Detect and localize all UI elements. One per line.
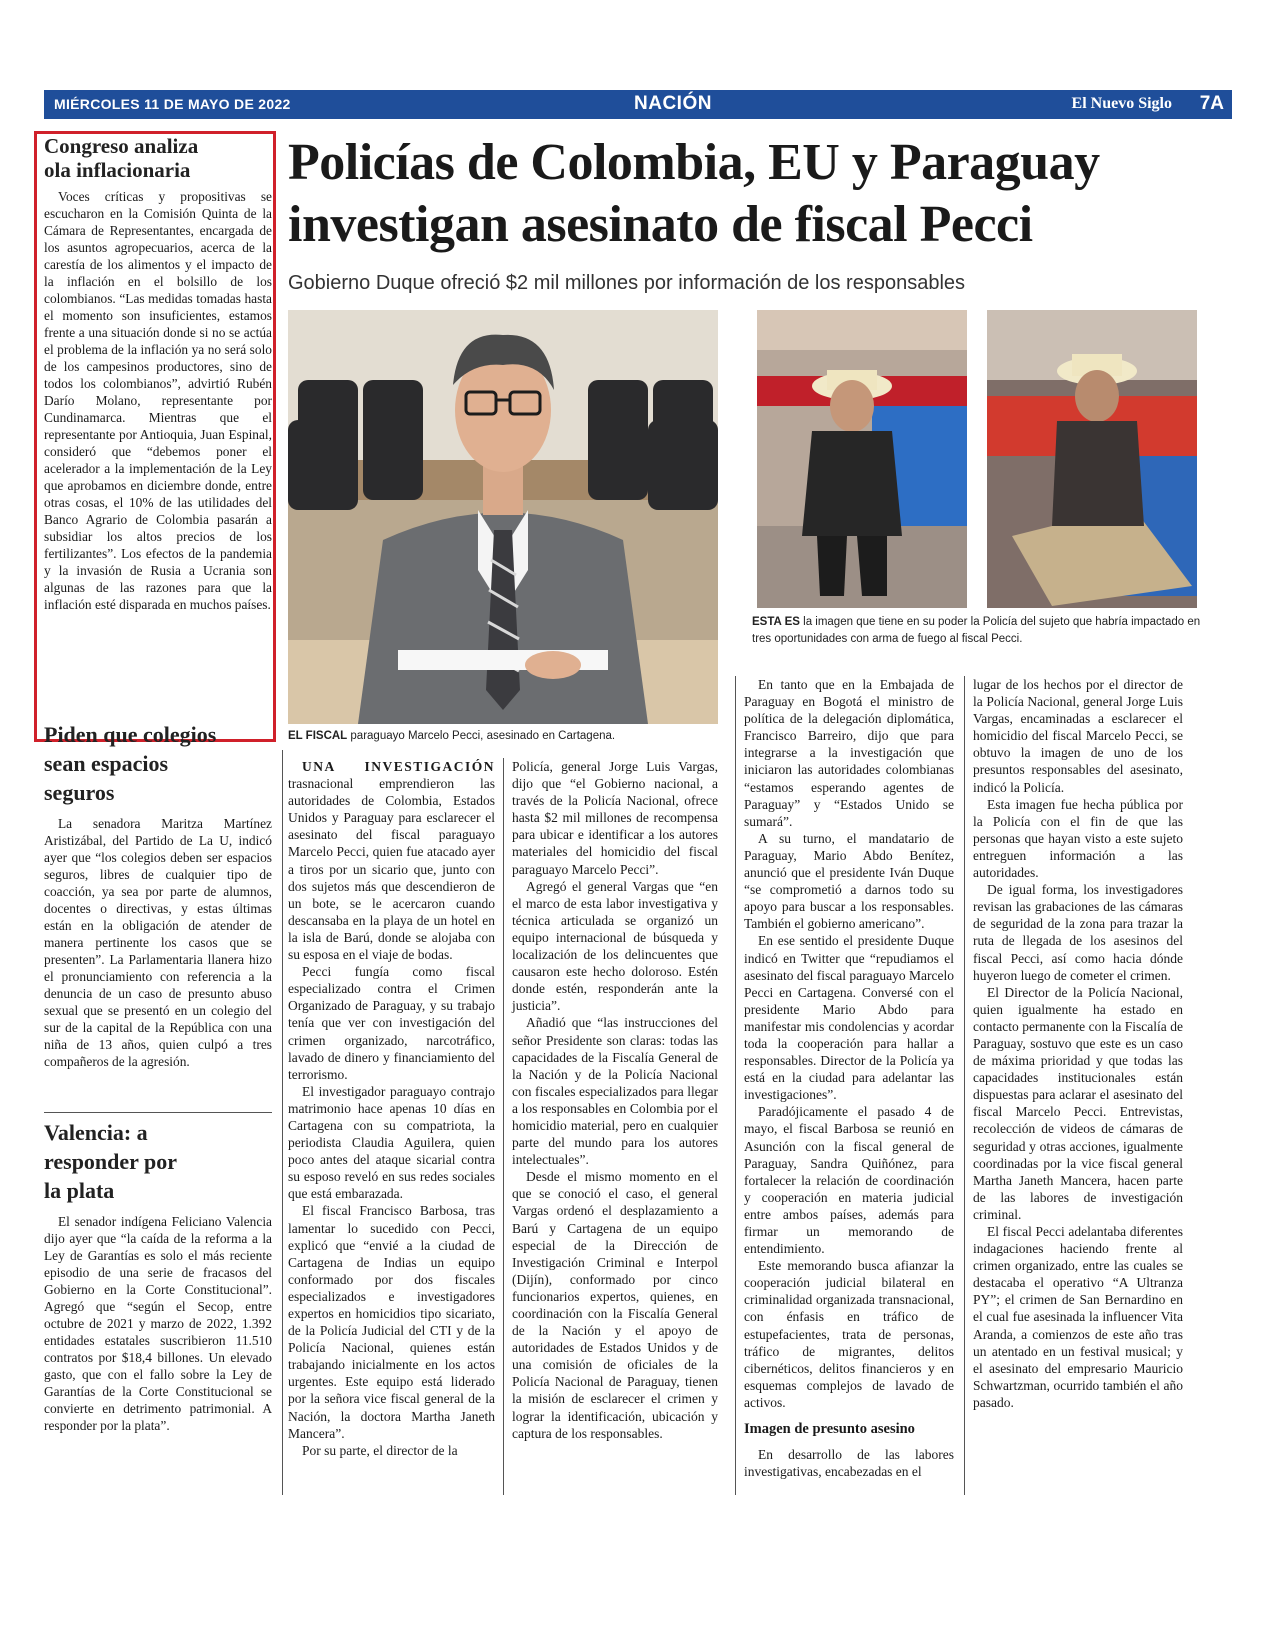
caption-lead: EL FISCAL bbox=[288, 730, 348, 742]
sidebar-story-inflation bbox=[44, 134, 272, 613]
column-divider bbox=[735, 676, 736, 1495]
article-column-2 bbox=[512, 758, 718, 1442]
column-divider bbox=[282, 750, 283, 1495]
caption-text: la imagen que tiene en su poder la Policía del sujeto que habría impactado en tres oportunidades con arma de fuego al fiscal Pecci. bbox=[752, 616, 1201, 645]
paragraph: El Director de la Policía Nacional, quien igualmente ha estado en contacto permanente con la Fiscalía de Paraguay, sostuvo que este es un caso de máxima prioridad y que todas las capacidades institucionales están dispuestas para aclarar el asesinato del fiscal Marcelo Pecci. Entrevistas, recolección de videos de cámaras de seguridad y otras acciones, igualmente coordinadas por la vice fiscal general Martha Janeth Mancera, hacen parte de las labores de investigación criminal. bbox=[973, 984, 1183, 1222]
paragraph: lugar de los hechos por el director de la Policía Nacional, general Jorge Luis Vargas, encaminadas a esclarecer el homicidio del fiscal Marcelo Pecci, se obtuvo la imagen de uno de los presuntos responsables del asesinato, indicó la Policía. bbox=[973, 677, 1183, 795]
article-column-1 bbox=[288, 758, 495, 1459]
paragraph: Paradójicamente el pasado 4 de mayo, el fiscal Barbosa se reunió en Asunción con la fiscal general de Paraguay, Sandra Quiñónez, para fortalecer la relación de coordinación y cooperación en materia judicial entre ambos países, además para firmar un memorando de entendimiento. bbox=[744, 1104, 954, 1257]
section-subheading: Imagen de presunto asesino bbox=[744, 1421, 915, 1438]
column-divider bbox=[964, 676, 965, 1495]
paragraph: Agregó el general Vargas que “en el marco de esta labor investigativa y técnica articulada se organizó un equipo internacional de búsqueda y localización de los delincuentes que causaron este hecho doloroso. Estén donde estén, responderán ante la justicia”. bbox=[512, 878, 718, 1014]
paragraph: Desde el mismo momento en el que se conoció el caso, el general Vargas ordenó el desplazamiento a Barú y Cartagena de un equipo especial de la Dirección de Investigación Criminal e Interpol (Dijín), conformado por cinco funcionarios expertos, quienes, en coordinación con la Fiscalía General de la Nación y el apoyo de autoridades de Estados Unidos y de una comisión de oficiales de la Policía Nacional de Paraguay, tienen la misión de esclarecer el crimen y lograr la identificación, ubicación y captura de los responsables. bbox=[512, 1169, 718, 1441]
issue-date: MIÉRCOLES 11 DE MAYO DE 2022 bbox=[54, 96, 291, 112]
paragraph: Añadió que “las instrucciones del señor Presidente son claras: todas las capacidades de la Fiscalía General de la Nación y de la Policía Nacional con fiscales especializados para llegar a los responsables en Colombia por el homicidio material, pero en cualquier parte del mundo para los autores intelectuales”. bbox=[512, 1015, 718, 1168]
page-header-bar bbox=[44, 90, 1232, 119]
photo1-caption bbox=[288, 728, 728, 745]
paragraph: A su turno, el mandatario de Paraguay, Mario Abdo Benítez, anunció que el presidente Iván Duque “se comprometió a darnos todo su apoyo para buscar a los responsables. También el gobierno americano”. bbox=[744, 830, 954, 932]
paragraph: En desarrollo de las labores investigativas, encabezadas en el bbox=[744, 1447, 954, 1480]
newspaper-name: El Nuevo Siglo bbox=[1071, 95, 1172, 112]
paragraph: Por su parte, el director de la bbox=[302, 1442, 458, 1458]
sidebar-story-valencia bbox=[44, 1118, 272, 1434]
paragraph: De igual forma, los investigadores revisan las grabaciones de las cámaras de seguridad de la zona para trazar la ruta de llegada de los asesinos del fiscal Pecci, así como hacia dónde huyeron luego de cometer el crimen. bbox=[973, 882, 1183, 983]
prosecutor-photo bbox=[288, 310, 718, 724]
story-title: Piden que colegios sean espacios seguros bbox=[44, 722, 217, 805]
divider bbox=[44, 1112, 272, 1113]
story-title: Congreso analiza ola inflacionaria bbox=[44, 134, 199, 182]
paragraph: Esta imagen fue hecha pública por la Policía con el fin de que las personas que hayan visto a este sujeto entreguen información a las autoridades. bbox=[973, 796, 1183, 881]
paragraph: En tanto que en la Embajada de Paraguay en Bogotá el ministro de política de la delegación diplomática, Francisco Barreiro, dijo que para integrarse a la investigación que iniciaron las autoridades colombianas “estamos esperando agentes de Paraguay” y “Estados Unido se sumará”. bbox=[744, 677, 954, 829]
paragraph: Policía, general Jorge Luis Vargas, dijo que “el Gobierno nacional, a través de la Policía Nacional, ofrece hasta $2 mil millones de recompensa para ubicar e identificar a los autores materiales del homicidio del fiscal paraguayo Marcelo Pecci”. bbox=[512, 759, 718, 877]
paragraph: En ese sentido el presidente Duque indicó en Twitter que “repudiamos el asesinato del fiscal paraguayo Marcelo Pecci en Cartagena. Conversé con el presidente Mario Abdo para manifestar mis condolencias y acordar toda la cooperación para hallar a responsables. Director de la Policía ya está en la ciudad para adelantar las investigaciones”. bbox=[744, 933, 954, 1103]
section-name: NACIÓN bbox=[634, 93, 712, 114]
suspect-photos bbox=[752, 306, 1202, 612]
caption-text: paraguayo Marcelo Pecci, asesinado en Cartagena. bbox=[347, 730, 616, 742]
story-body: El senador indígena Feliciano Valencia dijo ayer que “la caída de la reforma a la Ley de Garantías es solo el más reciente episodio de una serie de fracasos del Gobierno en la Corte Constitucional”. Agregó que “según el Secop, entre octubre de 2021 y marzo de 2022, 1.392 entidades estatales suscribieron 11.510 contratos por $18,4 billones. Un elevado gasto, que con el fallo sobre la Ley de Garantías de la Corte Constitucional se convierte en detrimento patrimonial. A responder por la plata”. bbox=[44, 1214, 272, 1433]
main-headline: Policías de Colombia, EU y Paraguay investigan asesinato de fiscal Pecci bbox=[288, 134, 1100, 253]
article-column-4 bbox=[973, 676, 1183, 1411]
article-column-3 bbox=[744, 676, 954, 1480]
paragraph: El fiscal Francisco Barbosa, tras lamentar lo sucedido con Pecci, explicó que “envié a la ciudad de Cartagena de Indias un equipo conformado por dos fiscales especializados e investigadores expertos en homicidios tipo sicariato, de la Policía Judicial del CTI y de la Policía Nacional, quienes están trabajando inicialmente en los actos urgentes. Este equipo está liderado por la señora vice fiscal general de la Nación, la doctora Martha Janeth Mancera”. bbox=[288, 1203, 495, 1441]
caption-lead: ESTA ES bbox=[752, 616, 800, 628]
column-divider bbox=[503, 758, 504, 1495]
paragraph: Este memorando busca afianzar la cooperación judicial bilateral en criminalidad organizada transnacional, con énfasis en tráfico de estupefacientes, trata de personas, tráfico de migrantes, delitos cibernéticos, delitos financieros y en esquemas complejos de lavado de activos. bbox=[744, 1258, 954, 1410]
story-title: Valencia: a responder por la plata bbox=[44, 1120, 177, 1203]
paragraph: trasnacional emprendieron las autoridades de Colombia, Estados Unidos y Paraguay para esclarecer el asesinato del fiscal paraguayo Marcelo Pecci, quien fue atacado ayer a tiros por un sicario que, junto con dos sujetos más que descendieron de un bote, se le acercaron cuando descansaba en la playa de un hotel en la isla de Barú, donde se alojaba con su esposa en el viaje de bodas. bbox=[288, 776, 495, 963]
story-body: La senadora Maritza Martínez Aristizábal, del Partido de La U, indicó ayer que “los colegios deben ser espacios seguros, libres de cualquier tipo de coacción, ya sea por parte de alumnos, docentes o directivas, y estas últimas están en la obligación de atender de manera pertinente los casos que se presenten”. La Parlamentaria llanera hizo el pronunciamiento con referencia a la denuncia de un caso de presunto abuso sexual que se presentó en un colegio del sur de la capital de la República con una niña de 13 años, quien culpó a tres compañeros de la agresión. bbox=[44, 816, 272, 1069]
article-lead: UNA INVESTIGACIÓN bbox=[302, 759, 495, 774]
sidebar-story-schools bbox=[44, 720, 272, 1070]
main-subheadline: Gobierno Duque ofreció $2 mil millones por información de los responsables bbox=[288, 272, 966, 294]
photo2-caption bbox=[752, 614, 1202, 648]
paragraph: El investigador paraguayo contrajo matrimonio hace apenas 10 días en Cartagena con su compatriota, la periodista Claudia Aguilera, quien poco antes del ataque sicarial contra su esposo reveló en sus redes sociales que está embarazada. bbox=[288, 1083, 495, 1202]
paragraph: El fiscal Pecci adelantaba diferentes indagaciones haciendo frente al crimen organizado, entre las cuales se destacaba el operativo “A Ultranza PY”; el crimen de San Bernardino en el cual fue asesinada la influencer Vita Aranda, a comienzos de este año tras un atentado en un festival musical; y el asesinato del empresario Mauricio Schwartzman, ocurrido también el año pasado. bbox=[973, 1224, 1183, 1410]
story-body: Voces críticas y propositivas se escucharon en la Comisión Quinta de la Cámara de Representantes, encargada de los asuntos agropecuarios, acerca de la carestía de los alimentos y el impacto de la inflación en el bolsillo de los colombianos. “Las medidas tomadas hasta el momento son insuficientes, estamos frente a una situación donde si no se actúa el problema de la inflación ya no será solo de los campesinos productores, sino de todos los colombianos”, advirtió Rubén Darío Molano, representante por Cundinamarca. Mientras que el representante por Antioquia, Juan Espinal, consideró que “debemos poner el acelerador a la implementación de la Ley que aprobamos en diciembre donde, entre otras cosas, el 10% de las utilidades del Banco Agrario de Colombia pasarán a subsidiar los altos precios de los fertilizantes”. Los efectos de la pandemia y la invasión de Rusia a Ucrania son algunas de las razones para que la inflación esté disparada en muchos países. bbox=[44, 189, 272, 612]
paragraph: Pecci fungía como fiscal especializado contra el Crimen Organizado de Paraguay, y su trabajo tenía que ver con investigación del crimen organizado, narcotráfico, lavado de dinero y financiamiento del terrorismo. bbox=[288, 964, 495, 1082]
page-number: 7A bbox=[1199, 93, 1224, 114]
